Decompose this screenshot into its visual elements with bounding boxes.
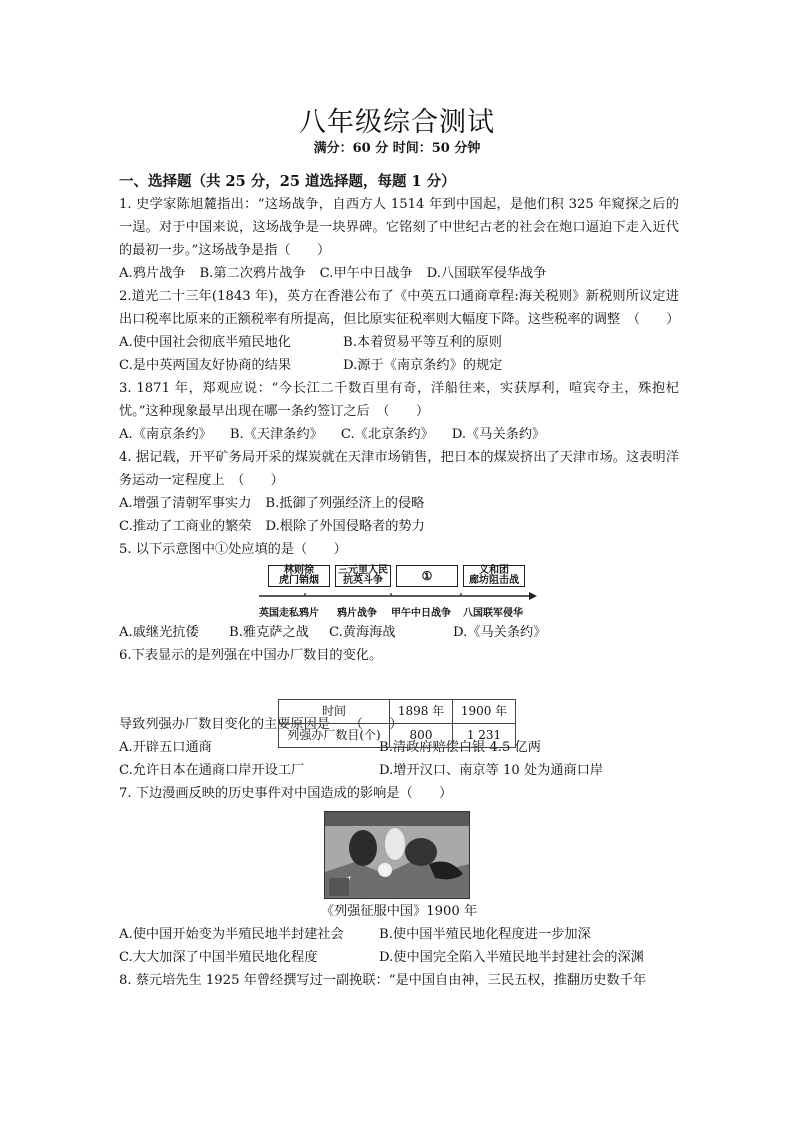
- table-container: [119, 667, 679, 757]
- option-c: C.大大加深了中国半殖民地化程度: [119, 950, 318, 965]
- option-a: A.戚继光抗倭: [119, 625, 199, 640]
- option-b: B.第二次鸦片战争: [199, 266, 306, 281]
- option-c: C.《北京条约》: [340, 427, 434, 442]
- cartoon-caption: 《列强征服中国》1900 年: [320, 904, 478, 919]
- option-b: B.使中国半殖民地化程度进一步加深: [379, 927, 591, 942]
- timeline-label-3: 甲午中日战争: [391, 608, 451, 619]
- factory-count-table: [278, 699, 516, 748]
- option-d: D.《马关条约》: [453, 625, 547, 640]
- option-c: C.是中英两国友好协商的结果: [119, 358, 292, 373]
- question-3: 3. 1871 年，郑观应说：“今长江二千数百里有奇，洋船往来，实获厚利，喧宾夺主，殊抱杞忧。”这种现象最早出现在哪一条约签订之后 （ ）: [119, 381, 679, 419]
- question-3-options: [119, 423, 679, 446]
- option-b: B.抵御了列强经济上的侵略: [265, 496, 425, 511]
- question-7-options-row1: [119, 923, 679, 946]
- timeline-box-2: [335, 565, 391, 587]
- option-c: C.黄海海战: [329, 625, 396, 640]
- question-7: 7. 下边漫画反映的历史事件对中国造成的影响是（ ）: [119, 786, 453, 801]
- question-4-options-row1: [119, 492, 679, 515]
- question-6-options-row2: [119, 759, 679, 782]
- cartoon-container: [119, 805, 679, 900]
- table-cell: 800: [390, 724, 453, 748]
- option-a: A.使中国社会彻底半殖民地化: [119, 335, 291, 350]
- option-d: D.增开汉口、南京等 10 处为通商口岸: [379, 763, 604, 778]
- timeline-box-text: 义和团 廊坊阻击战: [469, 564, 519, 586]
- question-2-options-row1: [119, 331, 679, 354]
- option-b: B.《天津条约》: [229, 427, 323, 442]
- cartoon-image: [324, 811, 470, 899]
- timeline-diagram: [119, 563, 679, 621]
- question-8: 8. 蔡元培先生 1925 年曾经撰写过一副挽联：“是中国自由神，三民五权，推翻历史数千年: [119, 973, 647, 988]
- table-row: [279, 724, 516, 748]
- timeline-arrow: [529, 592, 537, 600]
- option-b: B.本着贸易平等互利的原则: [343, 335, 502, 350]
- table-cell: 1 231: [453, 724, 516, 748]
- option-a: A.增强了清朝军事实力: [119, 496, 252, 511]
- cartoon-illustration: [325, 812, 469, 898]
- option-a: A.开辟五口通商: [119, 740, 212, 755]
- option-d: D.源于《南京条约》的规定: [343, 358, 503, 373]
- table-header-cell: 1898 年: [390, 700, 453, 724]
- option-c: C.允许日本在通商口岸开设工厂: [119, 763, 305, 778]
- question-1-options: [119, 262, 679, 285]
- option-a: A.使中国开始变为半殖民地半封建社会: [119, 927, 344, 942]
- table-header-cell: 1900 年: [453, 700, 516, 724]
- section-heading: 一、选择题（共 25 分，25 道选择题，每题 1 分）: [119, 173, 456, 190]
- option-d: D.根除了外国侵略者的势力: [265, 519, 425, 534]
- question-1: 1. 史学家陈旭麓指出：“这场战争，自西方人 1514 年到中国起，是他们积 325 年窥探之后的一逞。对于中国来说，这场战争是一块界碑。它铭刻了中世纪古老的社会在炮口逼迫下走入近代的最初一步。”这场战争是指（ ）: [119, 197, 679, 258]
- timeline-box-4: [463, 565, 525, 587]
- question-6: 6.下表显示的是列强在中国办厂数目的变化。: [119, 648, 383, 663]
- option-a: A.《南京条约》: [119, 427, 212, 442]
- timeline-box-text: 三元里人民 抗英斗争: [338, 564, 388, 586]
- question-2-options-row2: [119, 354, 679, 377]
- page-title: 八年级综合测试: [299, 107, 495, 138]
- question-4: 4. 据记载，开平矿务局开采的煤炭就在天津市场销售，把日本的煤炭挤出了天津市场。这表明洋务运动一定程度上 （ ）: [119, 450, 679, 488]
- table-cell: 列强办厂数目(个): [279, 724, 390, 748]
- option-d: D.八国联军侵华战争: [426, 266, 547, 281]
- option-d: D.使中国完全陷入半殖民地半封建社会的深渊: [379, 950, 644, 965]
- option-a: A.鸦片战争: [119, 266, 186, 281]
- timeline-label-4: 八国联军侵华: [463, 608, 523, 619]
- timeline-box-3: [396, 565, 458, 587]
- question-6-stem2: 导致列强办厂数目变化的主要原因是 （ ）: [119, 717, 403, 732]
- timeline-box-text: 林则徐 虎门销烟: [279, 564, 319, 586]
- option-b: B.雅克萨之战: [229, 625, 309, 640]
- question-2: 2.道光二十三年(1843 年)，英方在香港公布了《中英五口通商章程:海关税则》新税则所议定进出口税率比原来的正额税率有所提高，但比原实征税率则大幅度下降。这些税率的调整 （ ）: [119, 289, 680, 327]
- timeline-box-1: [268, 565, 330, 587]
- table-header-row: [279, 700, 516, 724]
- table-header-cell: 时间: [279, 700, 390, 724]
- question-7-options-row2: [119, 946, 679, 969]
- timeline-label-1: 英国走私鸦片: [259, 608, 319, 619]
- option-b: B.清政府赔偿白银 4.5 亿两: [379, 740, 541, 755]
- question-4-options-row2: [119, 515, 679, 538]
- timeline-label-2: 鸦片战争: [337, 608, 377, 619]
- option-c: C.甲午中日战争: [319, 266, 413, 281]
- page-subtitle: 满分：60 分 时间：50 分钟: [313, 141, 481, 156]
- exam-content: [119, 170, 679, 992]
- timeline-box-text: ①: [421, 568, 433, 583]
- option-c: C.推动了工商业的繁荣: [119, 519, 252, 534]
- option-d: D.《马关条约》: [451, 427, 546, 442]
- question-5: 5. 以下示意图中①处应填的是（ ）: [119, 542, 347, 557]
